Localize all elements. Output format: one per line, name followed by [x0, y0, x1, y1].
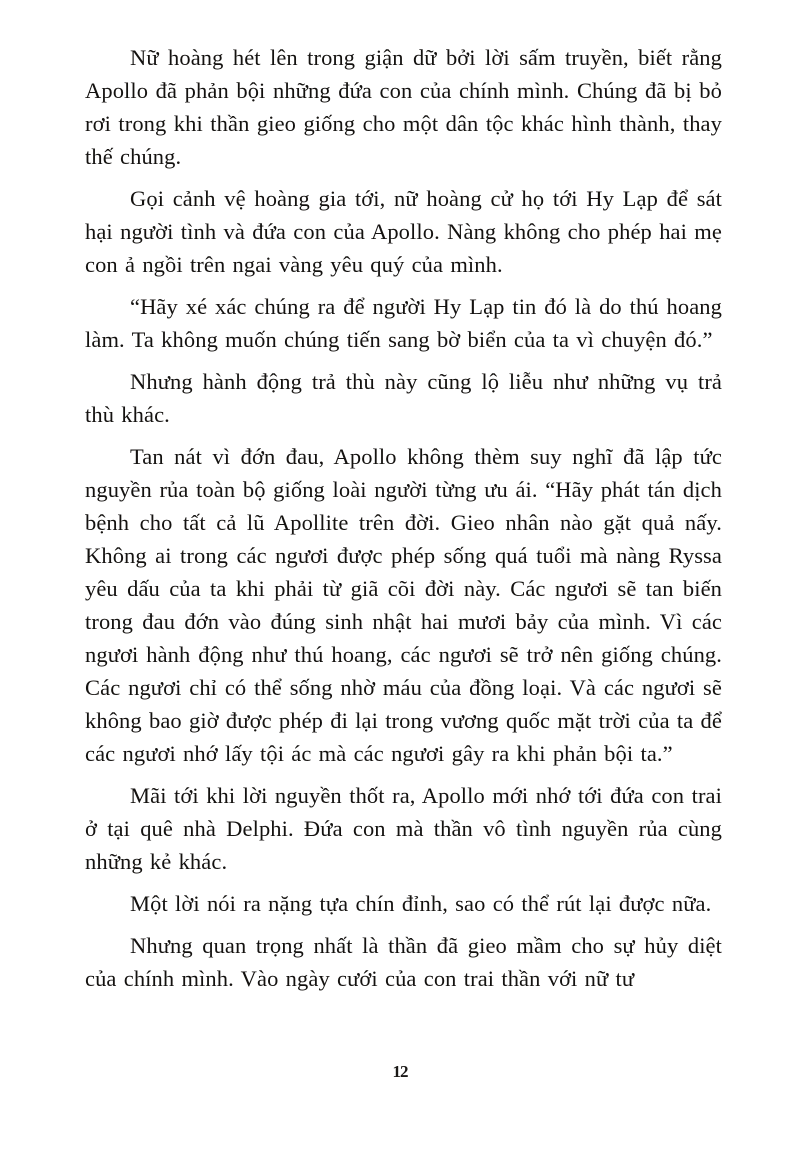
paragraph-4: Nhưng hành động trả thù này cũng lộ liễu như những vụ trả thù khác. [85, 369, 722, 427]
body-text [85, 41, 722, 1004]
paragraph-5: Tan nát vì đớn đau, Apollo không thèm suy nghĩ đã lập tức nguyền rủa toàn bộ giống loài người từng ưu ái. “Hãy phát tán dịch bệnh cho tất cả lũ Apollite trên đời. Gieo nhân nào gặt quả nấy. Không ai trong các ngươi được phép sống quá tuổi mà nàng Ryssa yêu dấu của ta khi phải từ giã cõi đời này. Các ngươi sẽ tan biến trong đau đớn vào đúng sinh nhật hai mươi bảy của mình. Vì các ngươi hành động như thú hoang, các ngươi sẽ trở nên giống chúng. Các ngươi chỉ có thể sống nhờ máu của đồng loại. Và các ngươi sẽ không bao giờ được phép đi lại trong vương quốc mặt trời của ta để các ngươi nhớ lấy tội ác mà các ngươi gây ra khi phản bội ta.” [85, 444, 722, 766]
paragraph-7: Một lời nói ra nặng tựa chín đỉnh, sao có thể rút lại được nữa. [130, 891, 712, 916]
paragraph-8: Nhưng quan trọng nhất là thần đã gieo mầm cho sự hủy diệt của chính mình. Vào ngày cưới của con trai thần với nữ tư [85, 933, 722, 991]
paragraph-6: Mãi tới khi lời nguyền thốt ra, Apollo mới nhớ tới đứa con trai ở tại quê nhà Delphi. Đứa con mà thần vô tình nguyền rủa cùng những kẻ khác. [85, 783, 722, 874]
page-number: 12 [392, 1062, 408, 1081]
paragraph-3: “Hãy xé xác chúng ra để người Hy Lạp tin đó là do thú hoang làm. Ta không muốn chúng tiến sang bờ biển của ta vì chuyện đó.” [85, 294, 722, 352]
paragraph-2: Gọi cảnh vệ hoàng gia tới, nữ hoàng cử họ tới Hy Lạp để sát hại người tình và đứa con của Apollo. Nàng không cho phép hai mẹ con ả ngồi trên ngai vàng yêu quý của mình. [85, 186, 722, 277]
paragraph-1: Nữ hoàng hét lên trong giận dữ bởi lời sấm truyền, biết rằng Apollo đã phản bội những đứa con của chính mình. Chúng đã bị bỏ rơi trong khi thần gieo giống cho một dân tộc khác hình thành, thay thế chúng. [85, 45, 722, 169]
